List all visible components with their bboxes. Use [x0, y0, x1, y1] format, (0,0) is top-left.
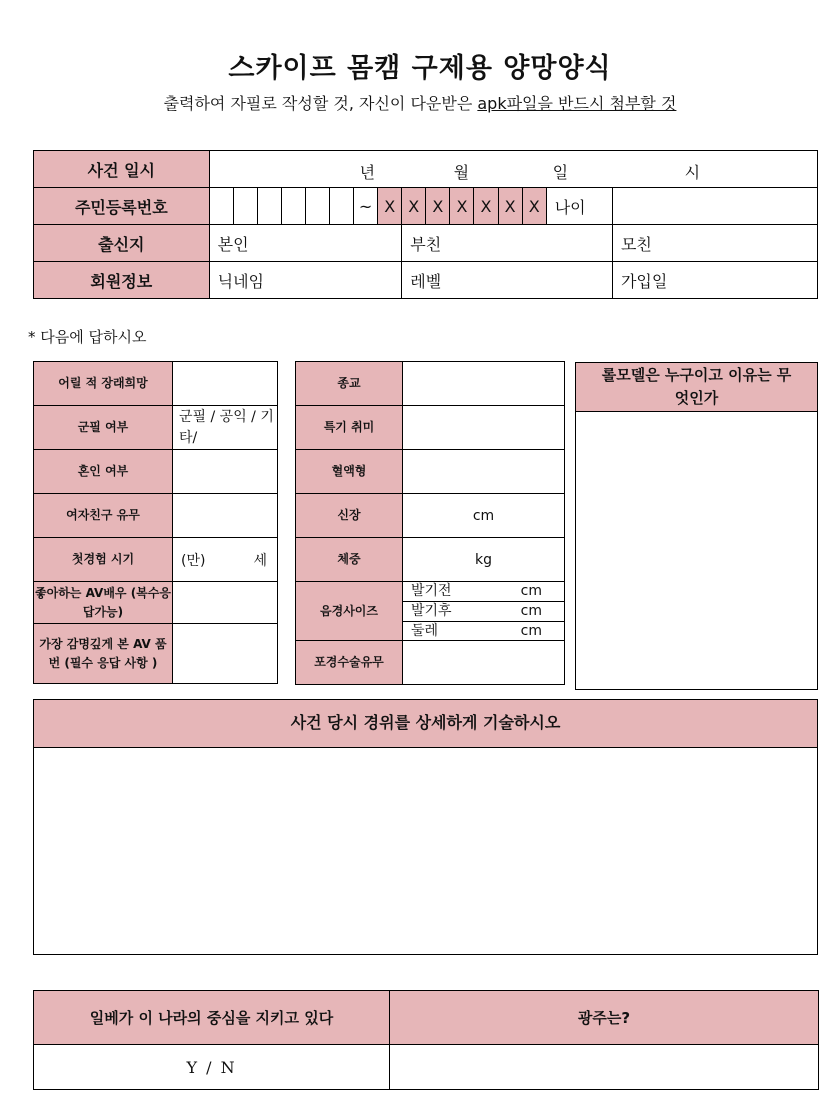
- marriage-field[interactable]: [173, 450, 278, 494]
- rrn-mask: X: [378, 188, 402, 225]
- hobby-label: 특기 취미: [296, 406, 403, 450]
- q2-label: 광주는?: [390, 991, 819, 1045]
- rrn-mask: X: [402, 188, 426, 225]
- height-unit: cm: [472, 507, 495, 524]
- level-field[interactable]: 레벨: [402, 262, 613, 299]
- size-label: 음경사이즈: [296, 582, 403, 641]
- age-field[interactable]: [612, 188, 817, 225]
- subtitle-underlined: apk파일을 반드시 첨부할 것: [477, 94, 677, 113]
- size-before-unit: cm: [520, 583, 542, 599]
- size-before-label: 발기전: [411, 583, 452, 599]
- page-subtitle: [0, 91, 840, 114]
- q1-label: 일베가 이 나라의 중심을 지키고 있다: [34, 991, 390, 1045]
- rrn-label: 주민등록번호: [34, 188, 210, 225]
- bottom-table: [33, 990, 819, 1090]
- size-before-row[interactable]: [403, 582, 564, 602]
- fav-actor-field[interactable]: [173, 582, 278, 624]
- incident-date-field[interactable]: [209, 151, 817, 188]
- girlfriend-field[interactable]: [173, 494, 278, 538]
- size-girth-unit: cm: [520, 623, 542, 639]
- origin-label: 출신지: [34, 225, 210, 262]
- blood-field[interactable]: [403, 450, 565, 494]
- rrn-mask: X: [522, 188, 546, 225]
- weight-unit: kg: [475, 551, 492, 568]
- first-exp-prefix: (만): [181, 552, 206, 569]
- incident-detail-field[interactable]: [34, 748, 817, 955]
- incident-detail-box: [33, 699, 818, 955]
- hour-label: 시: [684, 162, 701, 182]
- rrn-digit[interactable]: [233, 188, 257, 225]
- rrn-tilde: ~: [354, 188, 378, 225]
- rrn-digit[interactable]: [257, 188, 281, 225]
- incident-detail-label: 사건 당시 경위를 상세하게 기술하시오: [34, 700, 817, 748]
- height-label: 신장: [296, 494, 403, 538]
- info-table: [33, 150, 818, 299]
- rrn-mask: X: [474, 188, 498, 225]
- size-after-row[interactable]: [403, 602, 564, 622]
- size-girth-row[interactable]: [403, 622, 564, 640]
- size-girth-label: 둘레: [411, 623, 439, 639]
- first-exp-label: 첫경험 시기: [34, 538, 173, 582]
- instruction-note: * 다음에 답하시오: [28, 328, 147, 346]
- personal-table: [33, 361, 278, 684]
- month-label: 월: [453, 162, 470, 182]
- military-label: 군필 여부: [34, 406, 173, 450]
- age-label: 나이: [546, 188, 612, 225]
- blood-label: 혈액형: [296, 450, 403, 494]
- marriage-label: 혼인 여부: [34, 450, 173, 494]
- q2-answer-field[interactable]: [390, 1045, 819, 1090]
- religion-field[interactable]: [403, 362, 565, 406]
- hobby-field[interactable]: [403, 406, 565, 450]
- member-info-label: 회원정보: [34, 262, 210, 299]
- fav-actor-label: 좋아하는 AV배우 (복수응답가능): [34, 582, 173, 624]
- size-field: [403, 582, 565, 641]
- origin-self[interactable]: 본인: [209, 225, 402, 262]
- dream-field[interactable]: [173, 362, 278, 406]
- year-label: 년: [359, 162, 376, 182]
- first-exp-field[interactable]: [173, 538, 278, 582]
- role-model-box: [575, 362, 818, 690]
- weight-label: 체중: [296, 538, 403, 582]
- best-av-field[interactable]: [173, 624, 278, 684]
- day-label: 일: [552, 162, 569, 182]
- rrn-digit[interactable]: [209, 188, 233, 225]
- rrn-mask: X: [426, 188, 450, 225]
- dream-label: 어릴 적 장래희망: [34, 362, 173, 406]
- military-options[interactable]: 군필 / 공익 / 기타/: [173, 406, 278, 450]
- incident-date-label: 사건 일시: [34, 151, 210, 188]
- physical-table: [295, 361, 565, 685]
- weight-field[interactable]: [403, 538, 565, 582]
- rrn-mask: X: [498, 188, 522, 225]
- rrn-digit[interactable]: [330, 188, 354, 225]
- surgery-field[interactable]: [403, 641, 565, 685]
- girlfriend-label: 여자친구 유무: [34, 494, 173, 538]
- q1-answer[interactable]: Y / N: [34, 1045, 390, 1090]
- first-exp-suffix: 세: [253, 552, 267, 569]
- nickname-field[interactable]: 닉네임: [209, 262, 402, 299]
- origin-mother[interactable]: 모친: [612, 225, 817, 262]
- origin-father[interactable]: 부친: [402, 225, 613, 262]
- role-model-label: 롤모델은 누구이고 이유는 무엇인가: [576, 363, 817, 412]
- size-after-unit: cm: [520, 603, 542, 619]
- rrn-mask: X: [450, 188, 474, 225]
- subtitle-text: 출력하여 자필로 작성할 것, 자신이 다운받은: [163, 94, 478, 113]
- rrn-digit[interactable]: [305, 188, 329, 225]
- rrn-digit[interactable]: [281, 188, 305, 225]
- size-after-label: 발기후: [411, 603, 452, 619]
- join-date-field[interactable]: 가입일: [612, 262, 817, 299]
- height-field[interactable]: [403, 494, 565, 538]
- role-model-field[interactable]: [576, 412, 817, 689]
- religion-label: 종교: [296, 362, 403, 406]
- best-av-label: 가장 감명깊게 본 AV 품번 (필수 응답 사항 ): [34, 624, 173, 684]
- page-title: 스카이프 몸캠 구제용 양망양식: [228, 53, 612, 84]
- surgery-label: 포경수술유무: [296, 641, 403, 685]
